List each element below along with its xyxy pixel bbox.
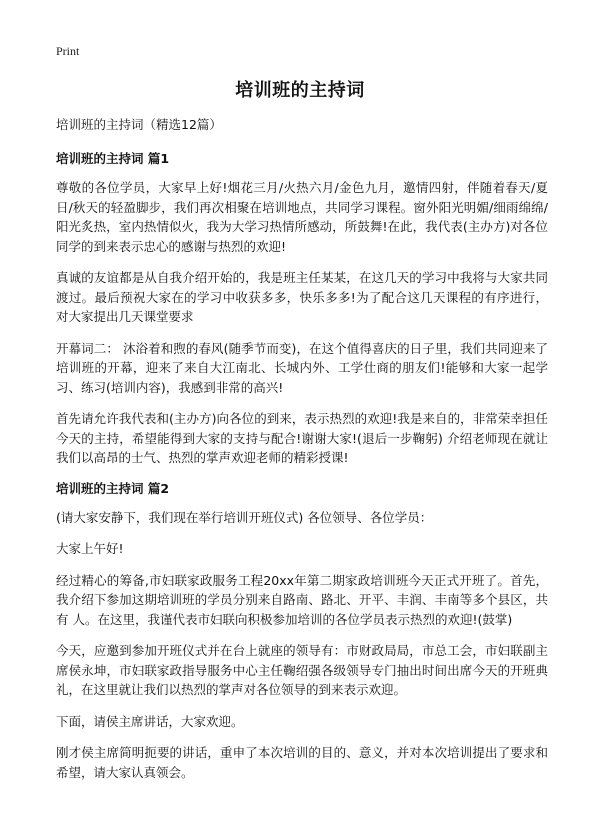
paragraph: 今天，应邀到参加开班仪式并在台上就座的领导有：市财政局局，市总工会，市妇联副主席侯永坤，市妇联家政指导服务中心主任鞠绍强各级领导专门抽出时间出席今天的开班典礼，在这里就让我们以热烈的掌声对各位领导的到来表示欢迎。 <box>56 643 548 697</box>
paragraph: 尊敬的各位学员，大家早上好!烟花三月/火热六月/金色九月，邀情四射，伴随着春天/夏日/秋天的轻盈脚步，我们再次相聚在培训地点，共同学习课程。窗外阳光明媚/细雨绵绵/阳光炙热，室内热情似火，我为大学习热情所感动，所鼓舞!在此，我代表(主办方)对各位同学的到来表示忠心的感谢与热烈的欢迎! <box>56 180 548 254</box>
print-link[interactable]: Print <box>56 44 80 58</box>
paragraph: 下面，请侯主席讲话，大家欢迎。 <box>56 713 244 729</box>
document-body <box>56 116 548 794</box>
paragraph: 经过精心的筹备,市妇联家政服务工程20xx年第二期家政培训班今天正式开班了。首先，我介绍下参加这期培训班的学员分别来自路南、路北、开平、丰润、丰南等多个县区，共有 人。在这里，我谨代表市妇联向积极参加培训的各位学员表示热烈的欢迎!(鼓掌) <box>56 572 548 627</box>
document-subtitle: 培训班的主持词（精选12篇） <box>56 117 222 132</box>
paragraph: 真诚的友谊都是从自我介绍开始的，我是班主任某某，在这几天的学习中我将与大家共同渡过。最后预祝大家在的学习中收获多多，快乐多多!为了配合这几天课程的有序进行，对大家提出几天课堂要求 <box>56 270 548 324</box>
section-heading: 培训班的主持词 篇2 <box>56 480 170 496</box>
paragraph: 首先请允许我代表和(主办方)向各位的到来，表示热烈的欢迎!我是来自的，非常荣幸担任今天的主持，希望能得到大家的支持与配合!谢谢大家!(退后一步鞠躬) 介绍老师现在就让我们以高昂的士气、热烈的掌声欢迎老师的精彩授课! <box>56 411 548 465</box>
section-heading: 培训班的主持词 篇1 <box>56 151 170 166</box>
page-title: 培训班的主持词 <box>235 80 365 101</box>
section-1 <box>56 150 548 468</box>
paragraph: 大家上午好! <box>56 541 124 556</box>
section-2 <box>56 480 548 783</box>
paragraph: (请大家安静下，我们现在举行培训开班仪式) 各位领导、各位学员： <box>56 509 433 525</box>
paragraph: 刚才侯主席简明扼要的讲话，重申了本次培训的目的、意义，并对本次培训提出了要求和希望，请大家认真领会。 <box>56 745 548 780</box>
paragraph: 开幕词二： 沐浴着和煦的春风(随季节而变)，在这个值得喜庆的日子里，我们共同迎来了培训班的开幕，迎来了来自大江南北、长城内外、工学仕商的朋友们!能够和大家一起学习、练习(培训内容)，我感到非常的高兴! <box>56 340 548 395</box>
